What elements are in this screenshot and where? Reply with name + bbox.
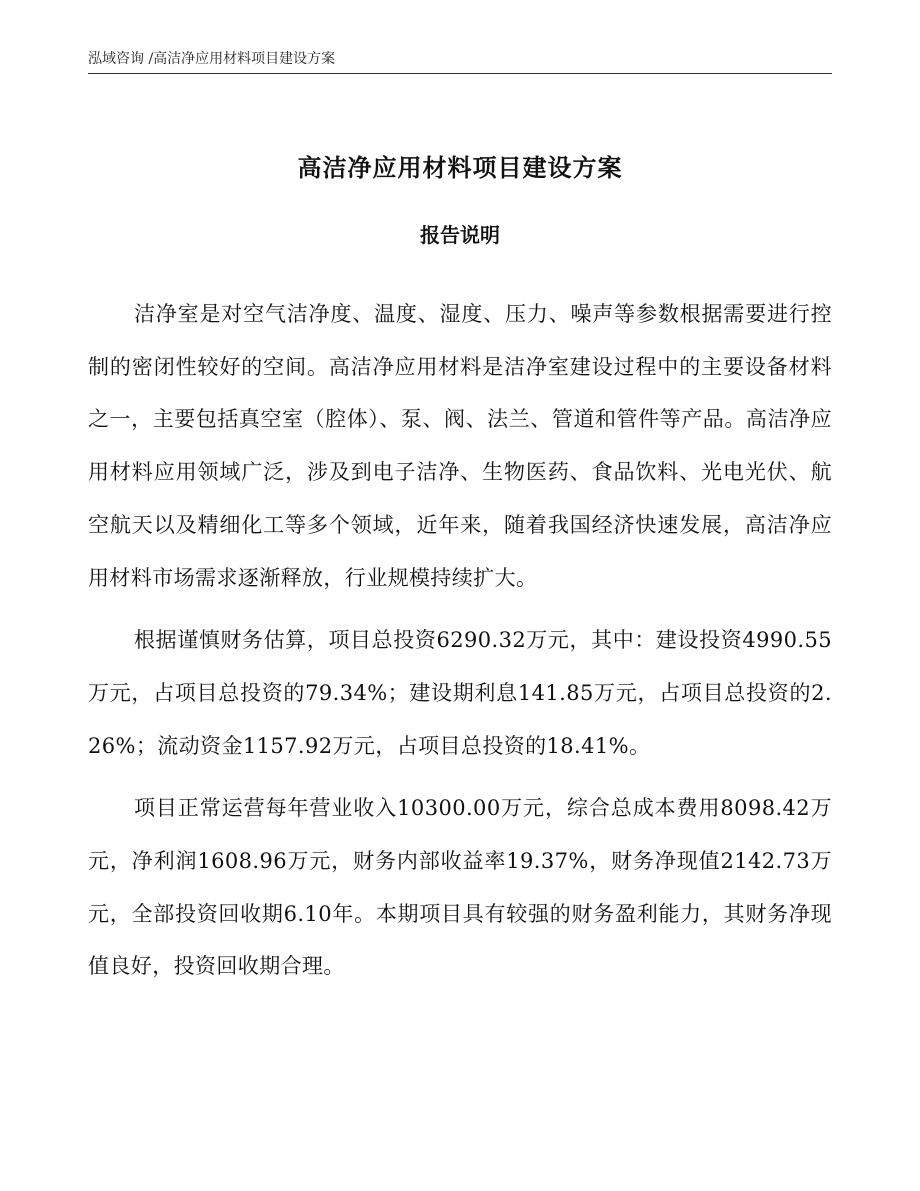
report-body	[88, 288, 832, 1003]
running-header: 泓域咨询 /高洁净应用材料项目建设方案	[88, 50, 832, 74]
section-title: 报告说明	[420, 223, 500, 247]
paragraph-intro: 洁净室是对空气洁净度、温度、湿度、压力、噪声等参数根据需要进行控制的密闭性较好的空间。高洁净应用材料是洁净室建设过程中的主要设备材料之一，主要包括真空室（腔体）、泵、阀、法兰、管道和管件等产品。高洁净应用材料应用领域广泛，涉及到电子洁净、生物医药、食品饮料、光电光伏、航空航天以及精细化工等多个领域，近年来，随着我国经济快速发展，高洁净应用材料市场需求逐渐释放，行业规模持续扩大。	[88, 302, 832, 590]
paragraph-investment: 根据谨慎财务估算，项目总投资6290.32万元，其中：建设投资4990.55万元，占项目总投资的79.34%；建设期利息141.85万元，占项目总投资的2.26%；流动资金1157.92万元，占项目总投资的18.41%。	[88, 628, 832, 758]
document-title: 高洁净应用材料项目建设方案	[297, 154, 623, 182]
paragraph-financials: 项目正常运营每年营业收入10300.00万元，综合总成本费用8098.42万元，净利润1608.96万元，财务内部收益率19.37%，财务净现值2142.73万元，全部投资回收期6.10年。本期项目具有较强的财务盈利能力，其财务净现值良好，投资回收期合理。	[88, 796, 832, 979]
